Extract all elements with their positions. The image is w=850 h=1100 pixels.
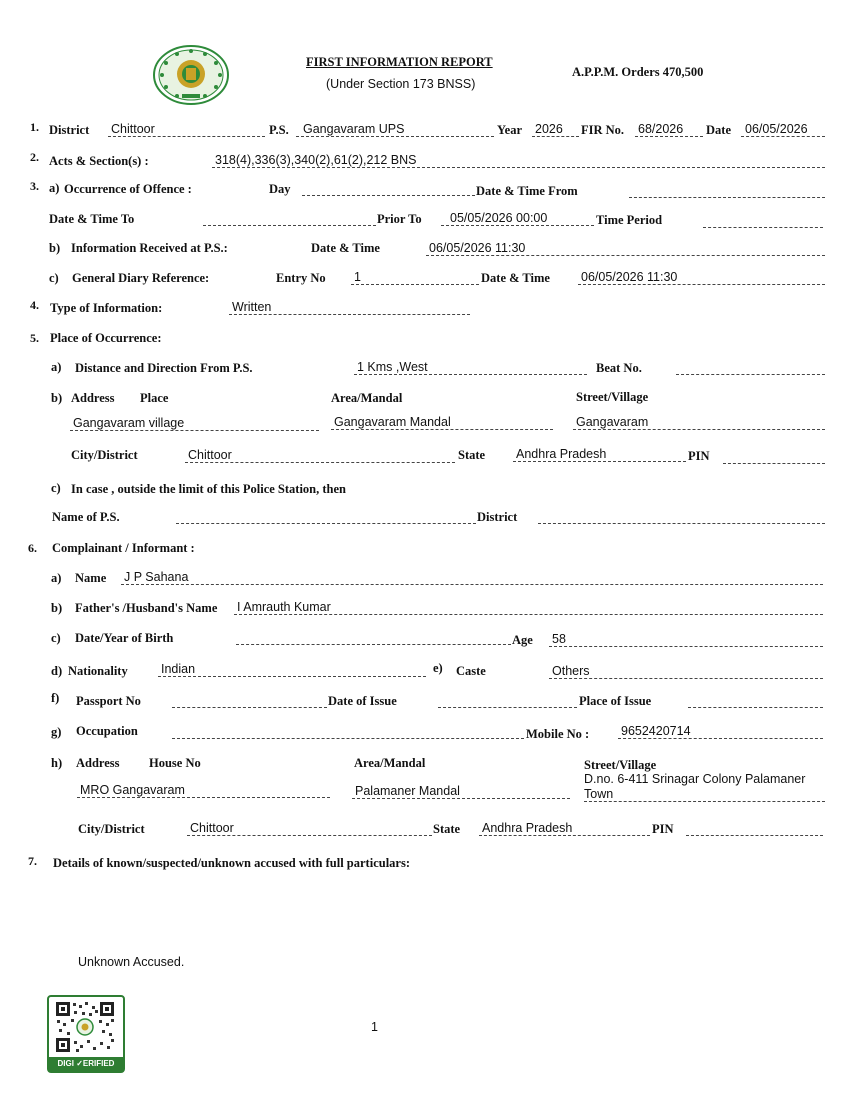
city-label: City/District bbox=[71, 448, 138, 462]
item-letter: d) bbox=[51, 664, 63, 678]
mobile-value: 9652420714 bbox=[621, 724, 691, 738]
prior-to-label: Prior To bbox=[377, 212, 422, 226]
caste-label: Caste bbox=[456, 664, 486, 678]
nationality-line bbox=[158, 676, 426, 677]
dob-line bbox=[236, 644, 511, 645]
ps-value: Gangavaram UPS bbox=[303, 122, 405, 136]
item-letter: b) bbox=[49, 241, 61, 255]
passport-label: Passport No bbox=[76, 694, 141, 708]
passport-line bbox=[172, 707, 327, 708]
father-label: Father's /Husband's Name bbox=[75, 601, 218, 615]
section-number: 5. bbox=[30, 331, 39, 345]
info-received-dt-value: 06/05/2026 11:30 bbox=[429, 241, 526, 255]
info-type-line bbox=[229, 314, 470, 315]
other-district-line bbox=[538, 523, 825, 524]
info-received-label: Information Received at P.S.: bbox=[71, 241, 228, 255]
comp-city-line bbox=[187, 835, 432, 836]
area-line bbox=[331, 429, 553, 430]
nationality-label: Nationality bbox=[68, 664, 128, 678]
item-letter: a) bbox=[49, 181, 60, 195]
report-subtitle: (Under Section 173 BNSS) bbox=[326, 77, 476, 91]
page-number: 1 bbox=[371, 1020, 378, 1034]
acts-line bbox=[212, 167, 825, 168]
item-letter: c) bbox=[51, 481, 61, 495]
section-number: 2. bbox=[30, 150, 39, 164]
beat-label: Beat No. bbox=[596, 361, 642, 375]
outside-limit-label: In case , outside the limit of this Police Station, then bbox=[71, 482, 346, 496]
date-time-from-line bbox=[629, 197, 825, 198]
distance-line bbox=[354, 374, 587, 375]
mobile-line bbox=[618, 738, 823, 739]
info-type-value: Written bbox=[232, 300, 272, 314]
item-letter: f) bbox=[51, 691, 60, 705]
fir-line bbox=[635, 136, 703, 137]
city-value: Chittoor bbox=[188, 448, 232, 462]
comp-pin-label: PIN bbox=[652, 822, 674, 836]
entry-no-label: Entry No bbox=[276, 271, 326, 285]
name-label: Name bbox=[75, 571, 107, 585]
date-label: Date bbox=[706, 123, 731, 137]
occurrence-label: Occurrence of Offence : bbox=[64, 182, 192, 196]
street-value: Gangavaram bbox=[576, 415, 649, 429]
comp-pin-line bbox=[686, 835, 823, 836]
place-occurrence-label: Place of Occurrence: bbox=[50, 331, 162, 345]
occupation-line bbox=[172, 738, 524, 739]
fir-value: 68/2026 bbox=[638, 122, 684, 136]
age-label: Age bbox=[512, 633, 533, 647]
city-line bbox=[185, 462, 455, 463]
pin-line bbox=[723, 463, 825, 464]
caste-line bbox=[549, 678, 823, 679]
address-label: Address bbox=[71, 391, 115, 405]
street-line bbox=[573, 429, 825, 430]
other-district-label: District bbox=[477, 510, 518, 524]
state-line bbox=[513, 461, 686, 462]
item-letter: h) bbox=[51, 756, 63, 770]
district-label: District bbox=[49, 123, 90, 137]
comp-street-label: Street/Village bbox=[584, 758, 657, 772]
father-value: I Amrauth Kumar bbox=[237, 600, 331, 614]
item-letter: c) bbox=[51, 631, 61, 645]
gd-reference-label: General Diary Reference: bbox=[72, 271, 210, 285]
name-value: J P Sahana bbox=[124, 570, 189, 584]
accused-label: Details of known/suspected/unknown accused with full particulars: bbox=[53, 856, 410, 870]
district-value: Chittoor bbox=[111, 122, 155, 136]
section-number: 1. bbox=[30, 120, 39, 134]
gd-dt-value: 06/05/2026 11:30 bbox=[581, 270, 678, 284]
item-letter: b) bbox=[51, 601, 63, 615]
prior-to-value: 05/05/2026 00:00 bbox=[450, 211, 548, 225]
other-ps-label: Name of P.S. bbox=[52, 510, 120, 524]
digi-verified-badge[interactable] bbox=[47, 995, 125, 1073]
item-letter: e) bbox=[433, 661, 443, 675]
house-value: MRO Gangavaram bbox=[80, 783, 185, 797]
name-line bbox=[121, 584, 823, 585]
day-line bbox=[302, 195, 475, 196]
comp-city-label: City/District bbox=[78, 822, 145, 836]
age-value: 58 bbox=[552, 632, 566, 646]
place-line bbox=[70, 430, 319, 431]
date-time-from-label: Date & Time From bbox=[476, 184, 578, 198]
ps-line bbox=[296, 136, 494, 137]
section-number: 3. bbox=[30, 179, 39, 193]
nationality-value: Indian bbox=[161, 662, 196, 676]
prior-to-line bbox=[441, 225, 594, 226]
occupation-label: Occupation bbox=[76, 724, 138, 738]
comp-state-value: Andhra Pradesh bbox=[482, 821, 573, 835]
beat-line bbox=[676, 374, 825, 375]
year-label: Year bbox=[497, 123, 522, 137]
distance-label: Distance and Direction From P.S. bbox=[75, 361, 253, 375]
section-number: 4. bbox=[30, 298, 39, 312]
qr-code-icon bbox=[55, 1001, 115, 1053]
pin-label: PIN bbox=[688, 449, 710, 463]
item-letter: a) bbox=[51, 360, 62, 374]
digi-verified-label: DIGI ✓ERIFIED bbox=[49, 1057, 123, 1071]
entry-no-line bbox=[351, 284, 479, 285]
acts-label: Acts & Section(s) : bbox=[49, 154, 149, 168]
info-type-label: Type of Information: bbox=[50, 301, 163, 315]
item-letter: a) bbox=[51, 571, 62, 585]
fir-label: FIR No. bbox=[581, 123, 625, 137]
comp-street-line1: D.no. 6-411 Srinagar Colony Palamaner bbox=[584, 772, 806, 786]
section-number: 6. bbox=[28, 541, 37, 555]
area-value: Gangavaram Mandal bbox=[334, 415, 451, 429]
place-value: Gangavaram village bbox=[73, 416, 185, 430]
other-ps-line bbox=[176, 523, 476, 524]
year-line bbox=[532, 136, 579, 137]
issue-date-line bbox=[438, 707, 577, 708]
comp-street-line2: Town bbox=[584, 787, 614, 801]
comp-city-value: Chittoor bbox=[190, 821, 234, 835]
issue-place-label: Place of Issue bbox=[579, 694, 652, 708]
complainant-label: Complainant / Informant : bbox=[52, 541, 195, 555]
comp-state-label: State bbox=[433, 822, 461, 836]
item-letter: b) bbox=[51, 391, 63, 405]
item-letter: g) bbox=[51, 725, 62, 739]
state-label: State bbox=[458, 448, 486, 462]
date-line bbox=[741, 136, 825, 137]
accused-value: Unknown Accused. bbox=[78, 955, 185, 969]
state-emblem-icon bbox=[152, 44, 230, 106]
time-period-line bbox=[703, 227, 823, 228]
report-title: FIRST INFORMATION REPORT bbox=[306, 55, 493, 69]
day-label: Day bbox=[269, 182, 291, 196]
orders-reference: A.P.P.M. Orders 470,500 bbox=[572, 65, 704, 79]
district-line bbox=[108, 136, 265, 137]
issue-place-line bbox=[688, 707, 823, 708]
section-number: 7. bbox=[28, 854, 37, 868]
issue-date-label: Date of Issue bbox=[328, 694, 397, 708]
house-label: House No bbox=[149, 756, 201, 770]
year-value: 2026 bbox=[535, 122, 563, 136]
house-line bbox=[77, 797, 330, 798]
date-time-to-label: Date & Time To bbox=[49, 212, 135, 226]
date-value: 06/05/2026 bbox=[745, 122, 808, 136]
acts-value: 318(4),336(3),340(2),61(2),212 BNS bbox=[215, 153, 417, 167]
comp-area-value: Palamaner Mandal bbox=[355, 784, 460, 798]
comp-address-label: Address bbox=[76, 756, 120, 770]
age-line bbox=[549, 646, 823, 647]
mobile-label: Mobile No : bbox=[526, 727, 590, 741]
father-line bbox=[234, 614, 823, 615]
comp-area-line bbox=[352, 798, 570, 799]
info-received-dt-label: Date & Time bbox=[311, 241, 380, 255]
ps-label: P.S. bbox=[269, 123, 289, 137]
area-label: Area/Mandal bbox=[331, 391, 403, 405]
place-label: Place bbox=[140, 391, 169, 405]
info-received-line bbox=[426, 255, 825, 256]
gd-dt-label: Date & Time bbox=[481, 271, 550, 285]
caste-value: Others bbox=[552, 664, 590, 678]
street-label: Street/Village bbox=[576, 390, 649, 404]
comp-street-underline bbox=[584, 801, 825, 802]
state-value: Andhra Pradesh bbox=[516, 447, 607, 461]
item-letter: c) bbox=[49, 271, 59, 285]
dob-label: Date/Year of Birth bbox=[75, 631, 174, 645]
distance-value: 1 Kms ,West bbox=[357, 360, 428, 374]
comp-state-line bbox=[479, 835, 650, 836]
date-time-to-line bbox=[203, 225, 376, 226]
time-period-label: Time Period bbox=[596, 213, 663, 227]
entry-no-value: 1 bbox=[354, 270, 361, 284]
gd-dt-line bbox=[578, 284, 825, 285]
comp-area-label: Area/Mandal bbox=[354, 756, 426, 770]
